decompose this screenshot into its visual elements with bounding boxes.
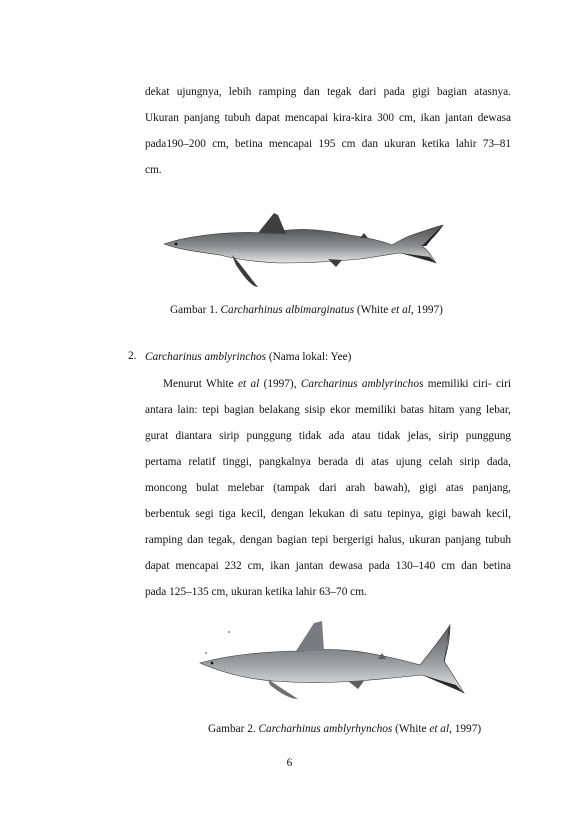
text-line: dapat mencapai 232 cm, ikan jantan dewasa pada 130–140 cm dan betina [145, 560, 511, 572]
text-line: Menurut White et al (1997), Carcharinus amblyrinchos memiliki ciri- ciri [163, 378, 512, 390]
figure-caption-2: Gambar 2. Carcharhinus amblyrhynchos (White et al, 1997) [208, 723, 482, 735]
shark-image-1 [160, 205, 450, 300]
text-line: pada190–200 cm, betina mencapai 195 cm dan ukuran ketika lahir 73–81 [145, 138, 511, 150]
text-line: moncong bulat melebar (tampak dari arah bawah), gigi atas panjang, [145, 482, 511, 494]
text-line: pertama relatif tinggi, pangkalnya berada di atas ujung celah sirip dada, [145, 456, 511, 468]
page-number: 6 [286, 757, 293, 769]
text-line: pada 125–135 cm, ukuran ketika lahir 63–70 cm. [145, 586, 367, 598]
text-line: cm. [145, 164, 162, 176]
figure-caption-1: Gambar 1. Carcharhinus albimarginatus (White et al, 1997) [170, 304, 443, 316]
text-line: dekat ujungnya, lebih ramping dan tegak dari pada gigi bagian atasnya. [145, 86, 511, 98]
text-line: ramping dan tegak, dengan bagian tepi bergerigi halus, ukuran panjang tubuh [145, 534, 511, 546]
text-line: berbentuk segi tiga kecil, dengan lekukan di satu tepinya, gigi bawah kecil, [145, 508, 511, 520]
text-line: gurat diantara sirip punggung tidak ada atau tidak jelas, sirip punggung [145, 430, 511, 442]
shark-image-2 [198, 615, 470, 705]
section-heading: Carcharinus amblyrinchos (Nama lokal: Yee) [145, 351, 352, 363]
text-line: antara lain: tepi bagian belakang sisip ekor memiliki batas hitam yang lebar, [145, 404, 511, 416]
text-line: Ukuran panjang tubuh dapat mencapai kira-kira 300 cm, ikan jantan dewasa [145, 112, 511, 124]
list-number: 2. [128, 350, 137, 362]
